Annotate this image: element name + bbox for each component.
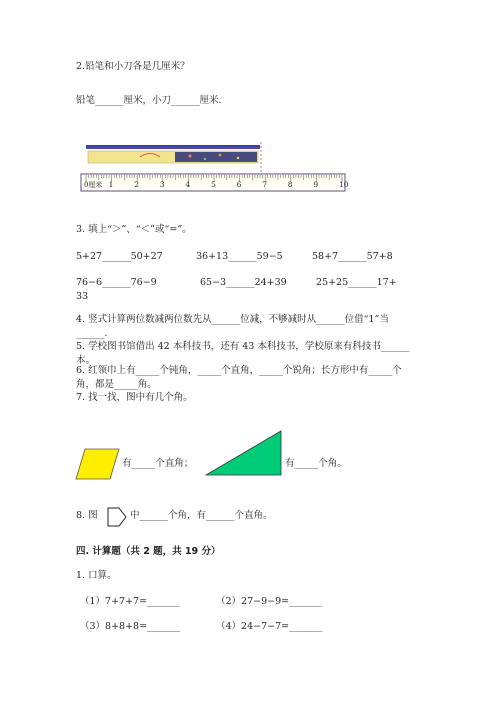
ruler-number: 1	[108, 180, 114, 189]
q3-r2-c2: 65−3______24+39	[200, 277, 287, 288]
ruler-start-label: 0厘米	[84, 181, 103, 189]
pentagon-shape	[106, 506, 128, 528]
ruler-number: 4	[185, 180, 191, 189]
right-triangle-shape	[205, 430, 283, 476]
section4-q1-title: 1. 口算。	[76, 570, 117, 581]
q5-line2: 本。	[76, 355, 96, 366]
calc-item-1: （1）7+7+7=_______	[80, 596, 181, 607]
q3-r2-c1: 76−6______76−9	[76, 277, 157, 288]
q8-text: 中______个角，有______个直角。	[130, 510, 273, 521]
calc-item-3: （3）8+8+8=_______	[80, 621, 181, 632]
q2-answer-line: 铅笔______厘米，小刀______厘米．	[76, 95, 229, 106]
ruler-number: 7	[262, 180, 267, 189]
ruler-number: 10	[339, 180, 349, 189]
ruler-number: 6	[236, 180, 242, 189]
ruler-number: 9	[313, 180, 319, 189]
q6-line2: 角，都是_____角。	[76, 379, 157, 390]
section4-heading: 四. 计算题（共 2 题，共 19 分）	[76, 546, 221, 557]
q7-text-a: 有_____个直角；	[122, 458, 194, 469]
q5-line1: 5. 学校图书馆借出 42 本科技书，还有 43 本科技书，学校原来有科技书______	[76, 341, 410, 352]
q4-line1: 4. 竖式计算两位数减两位数先从______位减，不够减时从______位借“1”当	[76, 314, 389, 325]
q6-line1: 6. 红领巾上有_____个钝角，_____个直角，_____个锐角；长方形中有_____个	[76, 365, 402, 376]
q3-title: 3. 填上“＞”、“＜”或“=”。	[76, 224, 192, 235]
ruler-number: 5	[211, 180, 216, 189]
ruler-number: 3	[159, 180, 165, 189]
q3-r2-wrap: 33	[76, 291, 89, 302]
calc-item-4: （4）24−7−7=_______	[216, 621, 323, 632]
calc-item-2: （2）27−9−9=_______	[216, 596, 323, 607]
q8-prefix: 8. 图	[76, 510, 98, 521]
q4-line2: ______.	[76, 328, 108, 339]
trapezoid-shape	[75, 447, 121, 481]
q3-r1-c2: 36+13______59−5	[196, 251, 283, 262]
q3-r2-c3: 25+25______17+	[316, 277, 397, 288]
q3-r1-c3: 58+7______57+8	[312, 251, 393, 262]
q7-title: 7. 找一找，图中有几个角。	[76, 392, 193, 403]
q3-r1-c1: 5+27______50+27	[76, 251, 163, 262]
ruler-number: 2	[134, 180, 139, 189]
ruler-number: 8	[287, 180, 293, 189]
q7-text-b: 有_____个角。	[285, 458, 347, 469]
q2-title: 2.铅笔和小刀各是几厘米？	[76, 61, 190, 72]
